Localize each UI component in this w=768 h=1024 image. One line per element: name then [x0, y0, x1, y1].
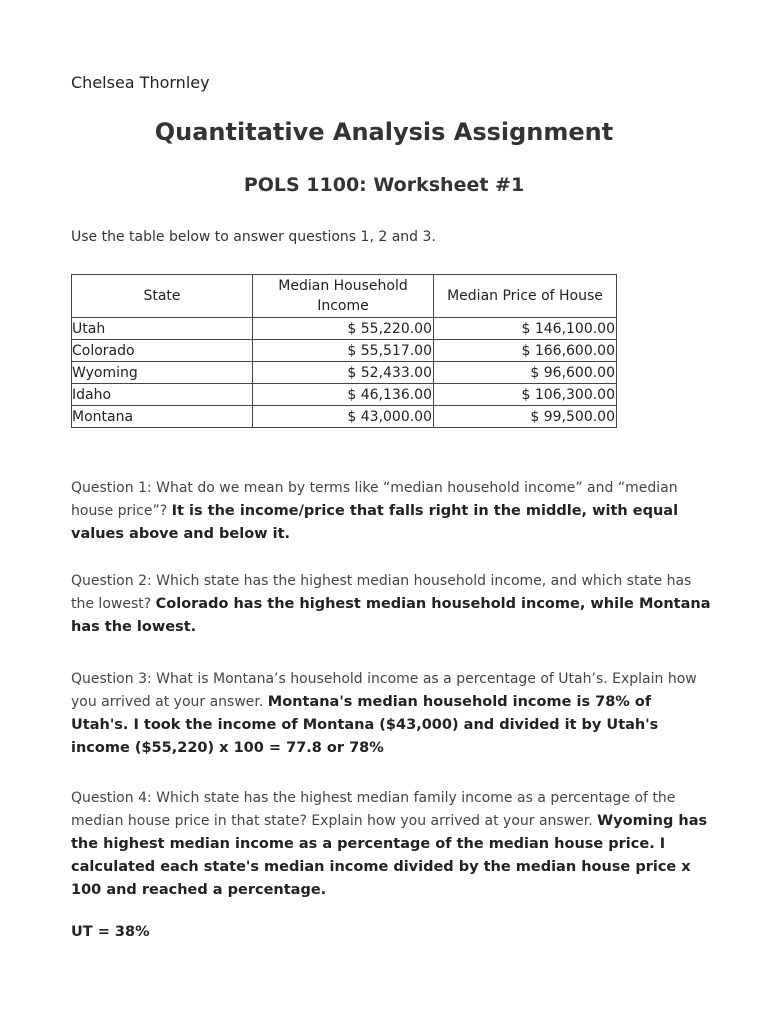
table-row: [72, 340, 617, 362]
cell-house-price: $ 99,500.00: [434, 406, 617, 428]
cell-state: Montana: [72, 406, 253, 428]
page-subtitle: POLS 1100: Worksheet #1: [243, 174, 525, 196]
question-3-text: Question 3: What is Montana’s household income as a percentage of Utah’s. Explain how you arrived at your answer.: [71, 671, 697, 710]
cell-income: $ 43,000.00: [253, 406, 434, 428]
author-name: Chelsea Thornley: [71, 73, 210, 92]
question-1: [71, 477, 711, 546]
question-2: [71, 570, 711, 639]
cell-income: $ 55,517.00: [253, 340, 434, 362]
question-4: [71, 787, 711, 902]
cell-state: Wyoming: [72, 362, 253, 384]
utah-percentage-line: UT = 38%: [71, 924, 150, 940]
question-2-text: Question 2: Which state has the highest median household income, and which state has the lowest?: [71, 573, 692, 612]
cell-house-price: $ 106,300.00: [434, 384, 617, 406]
question-1-answer: It is the income/price that falls right in the middle, with equal values above and below it.: [71, 503, 679, 542]
cell-house-price: $ 166,600.00: [434, 340, 617, 362]
intro-text: Use the table below to answer questions 1, 2 and 3.: [71, 229, 436, 245]
question-4-answer: Wyoming has the highest median income as a percentage of the median house price. I calculated each state's median income divided by the median house price x 100 and reached a percentage.: [71, 813, 708, 898]
cell-state: Idaho: [72, 384, 253, 406]
header-house-price: Median Price of House: [434, 275, 617, 318]
table-row: [72, 362, 617, 384]
cell-state: Utah: [72, 318, 253, 340]
question-1-text: Question 1: What do we mean by terms like “median household income” and “median house price”?: [71, 480, 678, 519]
header-state: State: [72, 275, 253, 318]
cell-house-price: $ 96,600.00: [434, 362, 617, 384]
table-row: [72, 406, 617, 428]
question-2-answer: Colorado has the highest median household income, while Montana has the lowest.: [71, 596, 711, 635]
cell-house-price: $ 146,100.00: [434, 318, 617, 340]
cell-income: $ 52,433.00: [253, 362, 434, 384]
table-row: [72, 318, 617, 340]
header-income: Median Household Income: [253, 275, 434, 318]
table-header-row: [72, 275, 617, 318]
table-row: [72, 384, 617, 406]
income-house-table: [71, 274, 617, 428]
page-title: Quantitative Analysis Assignment: [154, 118, 614, 146]
cell-state: Colorado: [72, 340, 253, 362]
cell-income: $ 55,220.00: [253, 318, 434, 340]
question-3: [71, 668, 711, 760]
question-3-answer: Montana's median household income is 78% of Utah's. I took the income of Montana ($43,000) and divided it by Utah's income ($55,220) x 100 = 77.8 or 78%: [71, 694, 659, 756]
cell-income: $ 46,136.00: [253, 384, 434, 406]
question-4-text: Question 4: Which state has the highest median family income as a percentage of the median house price in that state? Explain how you arrived at your answer.: [71, 790, 676, 829]
